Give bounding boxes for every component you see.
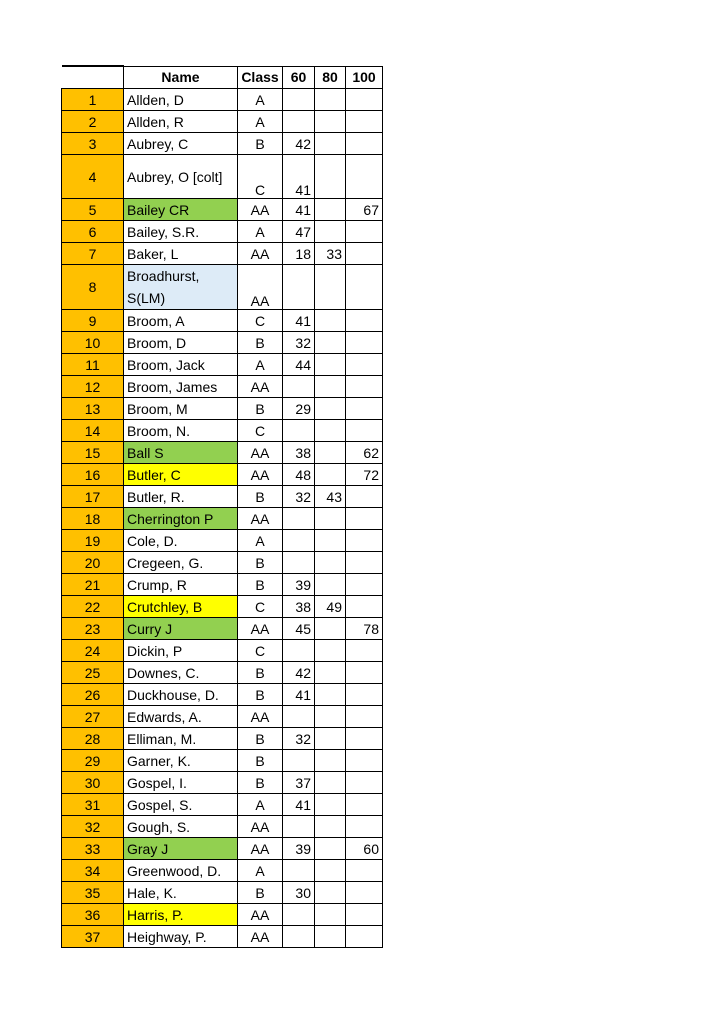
- row-score-100: [346, 750, 383, 772]
- table-row: [62, 221, 383, 243]
- table-row: [62, 794, 383, 816]
- row-number: 18: [62, 508, 124, 530]
- table-row: [62, 442, 383, 464]
- row-class: AA: [238, 816, 283, 838]
- table-row: [62, 552, 383, 574]
- table-row: [62, 111, 383, 133]
- row-score-60: 32: [283, 728, 315, 750]
- row-score-100: 72: [346, 464, 383, 486]
- row-score-60: [283, 376, 315, 398]
- row-name: Harris, P.: [124, 904, 238, 926]
- row-score-100: [346, 772, 383, 794]
- row-number: 24: [62, 640, 124, 662]
- row-number: 25: [62, 662, 124, 684]
- row-score-60: 30: [283, 882, 315, 904]
- row-score-100: [346, 882, 383, 904]
- row-name: Crutchley, B: [124, 596, 238, 618]
- row-score-60: [283, 926, 315, 948]
- row-score-80: 43: [315, 486, 346, 508]
- table-row: [62, 464, 383, 486]
- row-score-100: [346, 904, 383, 926]
- row-score-60: 41: [283, 155, 315, 199]
- row-name: Gospel, I.: [124, 772, 238, 794]
- row-score-100: [346, 420, 383, 442]
- row-score-100: [346, 155, 383, 199]
- row-name: Baker, L: [124, 243, 238, 265]
- table-row: [62, 574, 383, 596]
- row-score-80: [315, 926, 346, 948]
- row-class: A: [238, 354, 283, 376]
- row-score-60: [283, 640, 315, 662]
- row-score-80: [315, 662, 346, 684]
- row-class: B: [238, 133, 283, 155]
- row-number: 37: [62, 926, 124, 948]
- row-score-80: [315, 618, 346, 640]
- results-table: [61, 65, 383, 948]
- row-score-80: [315, 882, 346, 904]
- row-score-60: [283, 111, 315, 133]
- row-class: A: [238, 89, 283, 111]
- row-number: 5: [62, 199, 124, 221]
- row-number: 29: [62, 750, 124, 772]
- row-score-80: 49: [315, 596, 346, 618]
- row-score-80: [315, 420, 346, 442]
- row-score-100: [346, 221, 383, 243]
- row-score-80: [315, 728, 346, 750]
- row-score-80: [315, 508, 346, 530]
- row-name: Gospel, S.: [124, 794, 238, 816]
- row-score-100: [346, 310, 383, 332]
- row-name: Butler, R.: [124, 486, 238, 508]
- row-score-60: 41: [283, 684, 315, 706]
- row-score-60: [283, 265, 315, 310]
- row-number: 20: [62, 552, 124, 574]
- row-name: Gough, S.: [124, 816, 238, 838]
- row-score-60: 41: [283, 310, 315, 332]
- row-number: 7: [62, 243, 124, 265]
- row-number: 16: [62, 464, 124, 486]
- row-name: Broom, Jack: [124, 354, 238, 376]
- row-class: AA: [238, 464, 283, 486]
- row-class: C: [238, 640, 283, 662]
- header-60: 60: [283, 66, 315, 89]
- row-score-60: [283, 860, 315, 882]
- table-row: [62, 354, 383, 376]
- row-score-60: 39: [283, 838, 315, 860]
- row-score-100: 60: [346, 838, 383, 860]
- row-name: Crump, R: [124, 574, 238, 596]
- row-score-100: 67: [346, 199, 383, 221]
- table-row: [62, 618, 383, 640]
- row-name: Elliman, M.: [124, 728, 238, 750]
- row-score-80: [315, 706, 346, 728]
- row-number: 34: [62, 860, 124, 882]
- row-score-100: [346, 860, 383, 882]
- row-score-60: 41: [283, 794, 315, 816]
- row-name: Ball S: [124, 442, 238, 464]
- row-score-100: 78: [346, 618, 383, 640]
- row-class: A: [238, 111, 283, 133]
- row-score-60: 42: [283, 133, 315, 155]
- row-number: 10: [62, 332, 124, 354]
- table-row: [62, 376, 383, 398]
- row-class: C: [238, 596, 283, 618]
- row-number: 14: [62, 420, 124, 442]
- row-score-100: [346, 111, 383, 133]
- row-class: AA: [238, 376, 283, 398]
- row-score-80: [315, 860, 346, 882]
- row-name: Duckhouse, D.: [124, 684, 238, 706]
- row-score-100: [346, 596, 383, 618]
- row-name: Hale, K.: [124, 882, 238, 904]
- row-score-80: [315, 133, 346, 155]
- row-name: Broom, D: [124, 332, 238, 354]
- row-score-80: [315, 552, 346, 574]
- table-row: [62, 750, 383, 772]
- row-score-100: [346, 376, 383, 398]
- table-row: [62, 486, 383, 508]
- table-row: [62, 596, 383, 618]
- row-score-80: [315, 376, 346, 398]
- row-name: Curry J: [124, 618, 238, 640]
- row-score-80: [315, 904, 346, 926]
- row-class: B: [238, 552, 283, 574]
- row-number: 6: [62, 221, 124, 243]
- row-class: C: [238, 155, 283, 199]
- table-row: [62, 772, 383, 794]
- row-score-60: 42: [283, 662, 315, 684]
- table-row: [62, 706, 383, 728]
- row-score-100: [346, 552, 383, 574]
- row-name: Cole, D.: [124, 530, 238, 552]
- row-class: B: [238, 662, 283, 684]
- row-class: AA: [238, 706, 283, 728]
- header-name: Name: [124, 66, 238, 89]
- row-number: 4: [62, 155, 124, 199]
- row-score-100: [346, 398, 383, 420]
- row-score-60: 18: [283, 243, 315, 265]
- table-row: [62, 926, 383, 948]
- row-name: Aubrey, O [colt]: [124, 155, 238, 199]
- row-score-100: [346, 354, 383, 376]
- row-score-80: [315, 354, 346, 376]
- row-name: Dickin, P: [124, 640, 238, 662]
- row-class: AA: [238, 243, 283, 265]
- row-score-80: [315, 794, 346, 816]
- row-class: AA: [238, 904, 283, 926]
- row-number: 8: [62, 265, 124, 310]
- row-score-80: [315, 265, 346, 310]
- row-score-60: [283, 420, 315, 442]
- row-class: AA: [238, 442, 283, 464]
- row-score-80: [315, 464, 346, 486]
- header-class: Class: [238, 66, 283, 89]
- row-number: 26: [62, 684, 124, 706]
- row-name: Allden, R: [124, 111, 238, 133]
- table-row: [62, 243, 383, 265]
- row-score-80: [315, 574, 346, 596]
- header-80: 80: [315, 66, 346, 89]
- row-number: 17: [62, 486, 124, 508]
- row-score-60: [283, 508, 315, 530]
- row-class: B: [238, 398, 283, 420]
- row-class: AA: [238, 926, 283, 948]
- row-number: 32: [62, 816, 124, 838]
- table-row: [62, 155, 383, 199]
- table-row: [62, 684, 383, 706]
- row-number: 13: [62, 398, 124, 420]
- row-name: Cherrington P: [124, 508, 238, 530]
- row-score-100: [346, 706, 383, 728]
- table-row: [62, 199, 383, 221]
- table-row: [62, 332, 383, 354]
- row-name: Edwards, A.: [124, 706, 238, 728]
- row-score-60: 29: [283, 398, 315, 420]
- row-score-80: [315, 332, 346, 354]
- row-score-60: 32: [283, 332, 315, 354]
- row-score-60: 38: [283, 596, 315, 618]
- row-score-100: [346, 332, 383, 354]
- row-score-80: [315, 750, 346, 772]
- table-row: [62, 838, 383, 860]
- row-name: Bailey, S.R.: [124, 221, 238, 243]
- row-score-100: [346, 530, 383, 552]
- table-row: [62, 816, 383, 838]
- row-score-60: 32: [283, 486, 315, 508]
- row-class: C: [238, 420, 283, 442]
- row-score-80: [315, 816, 346, 838]
- row-class: AA: [238, 508, 283, 530]
- row-score-60: 41: [283, 199, 315, 221]
- row-number: 19: [62, 530, 124, 552]
- row-name: Garner, K.: [124, 750, 238, 772]
- row-class: C: [238, 310, 283, 332]
- row-number: 22: [62, 596, 124, 618]
- row-score-60: [283, 530, 315, 552]
- row-class: B: [238, 486, 283, 508]
- row-score-100: [346, 926, 383, 948]
- row-name: Broom, N.: [124, 420, 238, 442]
- header-row: [62, 66, 383, 89]
- row-score-80: [315, 199, 346, 221]
- row-name: Allden, D: [124, 89, 238, 111]
- row-class: B: [238, 882, 283, 904]
- row-number: 15: [62, 442, 124, 464]
- row-class: AA: [238, 199, 283, 221]
- row-score-80: [315, 640, 346, 662]
- row-number: 33: [62, 838, 124, 860]
- row-class: B: [238, 728, 283, 750]
- row-score-60: [283, 750, 315, 772]
- row-score-60: [283, 706, 315, 728]
- table-row: [62, 310, 383, 332]
- row-class: B: [238, 332, 283, 354]
- row-score-80: [315, 111, 346, 133]
- row-number: 3: [62, 133, 124, 155]
- row-name: Broom, A: [124, 310, 238, 332]
- row-number: 27: [62, 706, 124, 728]
- row-number: 35: [62, 882, 124, 904]
- row-score-80: [315, 772, 346, 794]
- row-score-60: 38: [283, 442, 315, 464]
- row-name: Downes, C.: [124, 662, 238, 684]
- row-name: Cregeen, G.: [124, 552, 238, 574]
- row-score-60: 39: [283, 574, 315, 596]
- row-name: Aubrey, C: [124, 133, 238, 155]
- table-row: [62, 728, 383, 750]
- row-number: 1: [62, 89, 124, 111]
- header-number: [62, 66, 124, 89]
- row-class: AA: [238, 838, 283, 860]
- row-class: B: [238, 750, 283, 772]
- row-score-60: 37: [283, 772, 315, 794]
- row-score-100: [346, 265, 383, 310]
- row-score-100: [346, 243, 383, 265]
- row-score-80: [315, 530, 346, 552]
- row-name: Butler, C: [124, 464, 238, 486]
- row-class: B: [238, 772, 283, 794]
- row-score-100: [346, 728, 383, 750]
- row-class: AA: [238, 618, 283, 640]
- row-name: Gray J: [124, 838, 238, 860]
- row-score-80: [315, 89, 346, 111]
- row-score-80: [315, 684, 346, 706]
- row-score-60: 44: [283, 354, 315, 376]
- row-score-100: [346, 89, 383, 111]
- row-number: 28: [62, 728, 124, 750]
- table-row: [62, 860, 383, 882]
- row-score-100: [346, 816, 383, 838]
- row-class: A: [238, 794, 283, 816]
- row-name: Broom, James: [124, 376, 238, 398]
- row-score-100: [346, 684, 383, 706]
- table-row: [62, 398, 383, 420]
- row-number: 23: [62, 618, 124, 640]
- table-row: [62, 133, 383, 155]
- row-score-80: [315, 398, 346, 420]
- row-score-60: [283, 816, 315, 838]
- row-class: AA: [238, 265, 283, 310]
- row-name: Broadhurst, S(LM): [124, 265, 238, 310]
- row-score-100: [346, 662, 383, 684]
- row-class: A: [238, 221, 283, 243]
- header-100: 100: [346, 66, 383, 89]
- row-name: Broom, M: [124, 398, 238, 420]
- row-score-60: [283, 552, 315, 574]
- table-row: [62, 640, 383, 662]
- row-class: B: [238, 684, 283, 706]
- row-score-60: 45: [283, 618, 315, 640]
- row-score-80: [315, 310, 346, 332]
- row-score-100: [346, 640, 383, 662]
- row-number: 31: [62, 794, 124, 816]
- table-row: [62, 882, 383, 904]
- row-number: 9: [62, 310, 124, 332]
- row-name: Greenwood, D.: [124, 860, 238, 882]
- row-score-100: 62: [346, 442, 383, 464]
- row-number: 2: [62, 111, 124, 133]
- row-score-60: 48: [283, 464, 315, 486]
- row-class: A: [238, 860, 283, 882]
- spreadsheet: [61, 65, 383, 948]
- row-class: A: [238, 530, 283, 552]
- table-row: [62, 508, 383, 530]
- row-score-80: [315, 442, 346, 464]
- row-number: 12: [62, 376, 124, 398]
- row-score-100: [346, 486, 383, 508]
- table-row: [62, 662, 383, 684]
- row-score-80: 33: [315, 243, 346, 265]
- row-score-60: [283, 904, 315, 926]
- row-number: 36: [62, 904, 124, 926]
- table-row: [62, 89, 383, 111]
- table-row: [62, 265, 383, 310]
- row-number: 21: [62, 574, 124, 596]
- row-score-100: [346, 133, 383, 155]
- row-score-100: [346, 794, 383, 816]
- row-name: Heighway, P.: [124, 926, 238, 948]
- row-number: 11: [62, 354, 124, 376]
- row-score-80: [315, 221, 346, 243]
- row-number: 30: [62, 772, 124, 794]
- row-score-60: [283, 89, 315, 111]
- table-row: [62, 420, 383, 442]
- row-score-100: [346, 574, 383, 596]
- row-score-80: [315, 838, 346, 860]
- row-score-100: [346, 508, 383, 530]
- row-name: Bailey CR: [124, 199, 238, 221]
- table-row: [62, 904, 383, 926]
- row-class: B: [238, 574, 283, 596]
- row-score-60: 47: [283, 221, 315, 243]
- row-score-80: [315, 155, 346, 199]
- table-row: [62, 530, 383, 552]
